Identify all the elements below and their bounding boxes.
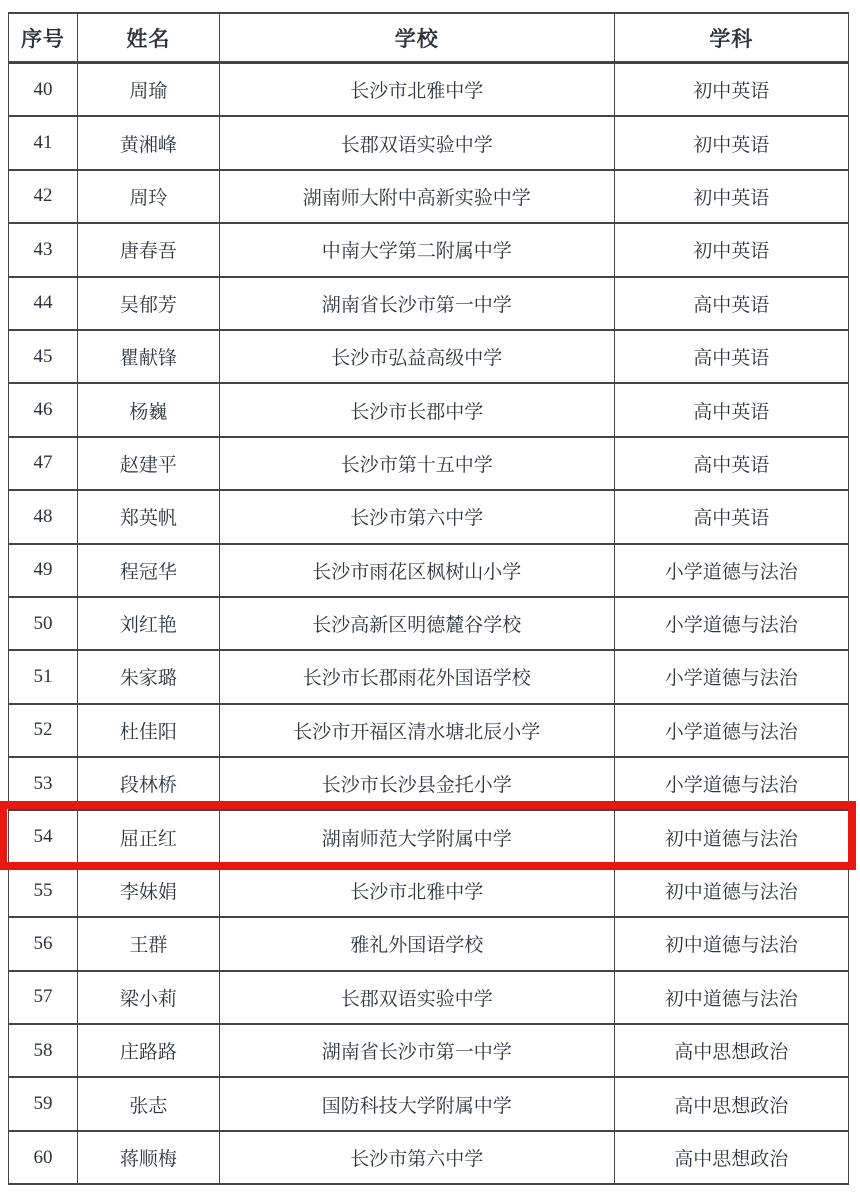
table-row (9, 544, 849, 597)
cell-no: 54 (9, 810, 78, 863)
cell-no: 48 (9, 490, 78, 543)
cell-subject: 高中思想政治 (614, 1077, 848, 1130)
cell-no: 42 (9, 170, 78, 223)
cell-subject: 小学道德与法治 (614, 704, 848, 757)
cell-name: 吴郁芳 (77, 277, 219, 330)
table-row (9, 810, 849, 863)
cell-subject: 初中英语 (614, 223, 848, 276)
cell-school: 湖南师范大学附属中学 (219, 810, 614, 863)
cell-no: 58 (9, 1024, 78, 1077)
table-row (9, 437, 849, 490)
cell-no: 41 (9, 116, 78, 169)
cell-school: 长沙高新区明德麓谷学校 (219, 597, 614, 650)
header-row (9, 13, 849, 63)
table-row (9, 864, 849, 917)
cell-school: 长沙市长沙县金托小学 (219, 757, 614, 810)
table-row (9, 63, 849, 117)
cell-school: 国防科技大学附属中学 (219, 1077, 614, 1130)
cell-no: 49 (9, 544, 78, 597)
cell-subject: 初中英语 (614, 170, 848, 223)
cell-name: 瞿献锋 (77, 330, 219, 383)
column-header-name: 姓名 (77, 13, 219, 63)
cell-school: 长沙市第十五中学 (219, 437, 614, 490)
table-row (9, 597, 849, 650)
cell-name: 杨巍 (77, 383, 219, 436)
cell-school: 湖南师大附中高新实验中学 (219, 170, 614, 223)
table-row (9, 490, 849, 543)
table-row (9, 170, 849, 223)
cell-no: 53 (9, 757, 78, 810)
cell-name: 刘红艳 (77, 597, 219, 650)
cell-no: 59 (9, 1077, 78, 1130)
cell-school: 长沙市长郡雨花外国语学校 (219, 650, 614, 703)
cell-school: 长沙市第六中学 (219, 1131, 614, 1184)
cell-school: 湖南省长沙市第一中学 (219, 1024, 614, 1077)
cell-school: 长沙市弘益高级中学 (219, 330, 614, 383)
cell-subject: 小学道德与法治 (614, 544, 848, 597)
column-header-no: 序号 (9, 13, 78, 63)
cell-school: 长郡双语实验中学 (219, 971, 614, 1024)
column-header-school: 学校 (219, 13, 614, 63)
cell-name: 黄湘峰 (77, 116, 219, 169)
table-row (9, 1077, 849, 1130)
cell-school: 长沙市雨花区枫树山小学 (219, 544, 614, 597)
cell-name: 段林桥 (77, 757, 219, 810)
cell-name: 庄路路 (77, 1024, 219, 1077)
cell-school: 长沙市开福区清水塘北辰小学 (219, 704, 614, 757)
cell-no: 51 (9, 650, 78, 703)
cell-school: 长沙市北雅中学 (219, 63, 614, 117)
cell-school: 雅礼外国语学校 (219, 917, 614, 970)
cell-name: 屈正红 (77, 810, 219, 863)
table-row (9, 330, 849, 383)
table-body (9, 63, 849, 1185)
column-header-subject: 学科 (614, 13, 848, 63)
cell-name: 张志 (77, 1077, 219, 1130)
cell-name: 梁小莉 (77, 971, 219, 1024)
cell-school: 长沙市北雅中学 (219, 864, 614, 917)
cell-subject: 初中道德与法治 (614, 971, 848, 1024)
cell-subject: 高中英语 (614, 277, 848, 330)
cell-subject: 高中英语 (614, 490, 848, 543)
cell-no: 57 (9, 971, 78, 1024)
cell-no: 50 (9, 597, 78, 650)
table-row (9, 383, 849, 436)
cell-no: 47 (9, 437, 78, 490)
cell-name: 杜佳阳 (77, 704, 219, 757)
cell-subject: 高中英语 (614, 330, 848, 383)
cell-subject: 小学道德与法治 (614, 650, 848, 703)
cell-name: 蒋顺梅 (77, 1131, 219, 1184)
cell-subject: 小学道德与法治 (614, 597, 848, 650)
cell-name: 郑英帆 (77, 490, 219, 543)
cell-subject: 高中英语 (614, 383, 848, 436)
cell-no: 55 (9, 864, 78, 917)
table-row (9, 1024, 849, 1077)
cell-no: 46 (9, 383, 78, 436)
cell-no: 52 (9, 704, 78, 757)
cell-school: 长郡双语实验中学 (219, 116, 614, 169)
cell-subject: 高中思想政治 (614, 1131, 848, 1184)
cell-school: 湖南省长沙市第一中学 (219, 277, 614, 330)
cell-school: 长沙市长郡中学 (219, 383, 614, 436)
table-row (9, 1131, 849, 1184)
cell-name: 周玲 (77, 170, 219, 223)
table-row (9, 650, 849, 703)
cell-subject: 初中英语 (614, 116, 848, 169)
table-row (9, 971, 849, 1024)
cell-subject: 初中英语 (614, 63, 848, 117)
cell-name: 朱家璐 (77, 650, 219, 703)
cell-school: 中南大学第二附属中学 (219, 223, 614, 276)
cell-name: 李妹娟 (77, 864, 219, 917)
table-row (9, 223, 849, 276)
table-row (9, 704, 849, 757)
cell-no: 44 (9, 277, 78, 330)
table-row (9, 757, 849, 810)
cell-name: 王群 (77, 917, 219, 970)
cell-name: 赵建平 (77, 437, 219, 490)
cell-no: 43 (9, 223, 78, 276)
table-row (9, 917, 849, 970)
table-row (9, 116, 849, 169)
cell-subject: 初中道德与法治 (614, 864, 848, 917)
teacher-roster-table (8, 12, 849, 1185)
cell-no: 45 (9, 330, 78, 383)
cell-subject: 初中道德与法治 (614, 917, 848, 970)
cell-no: 40 (9, 63, 78, 117)
cell-school: 长沙市第六中学 (219, 490, 614, 543)
cell-subject: 小学道德与法治 (614, 757, 848, 810)
table-row (9, 277, 849, 330)
cell-no: 60 (9, 1131, 78, 1184)
cell-name: 唐春吾 (77, 223, 219, 276)
cell-name: 程冠华 (77, 544, 219, 597)
cell-no: 56 (9, 917, 78, 970)
cell-subject: 高中思想政治 (614, 1024, 848, 1077)
cell-name: 周瑜 (77, 63, 219, 117)
cell-subject: 初中道德与法治 (614, 810, 848, 863)
cell-subject: 高中英语 (614, 437, 848, 490)
table-container (8, 12, 849, 1185)
